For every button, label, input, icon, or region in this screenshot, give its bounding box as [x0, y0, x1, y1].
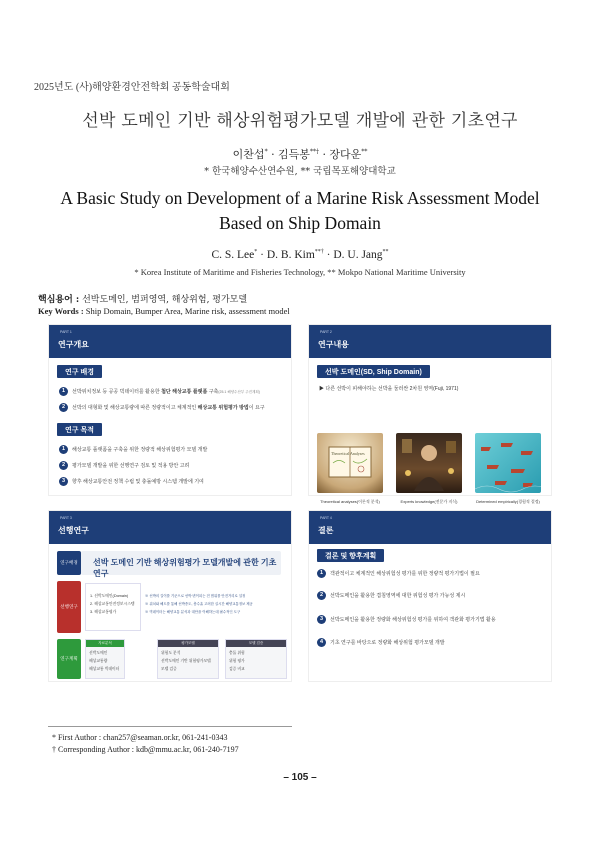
author-1: 이찬섭	[232, 148, 265, 161]
footnote-first-author: * First Author : chan257@seaman.or.kr, 061-241-0343	[52, 733, 228, 742]
slide-header: PART 1 연구개요	[49, 325, 291, 358]
conference-name: 2025년도 (사)해양환경안전학회 공동학술대회	[34, 82, 230, 93]
paper-title-korean: 선박 도메인 기반 해상위험평가모델 개발에 관한 기초연구	[82, 111, 518, 131]
caption-experts: Experts knowledge(전문가 지식)	[400, 499, 458, 504]
prior-note-1: ※ 선박의 길이를 기준으로 선박 변이되는 전 범위를 안전거리로 설정	[145, 594, 246, 598]
side-label-background: 연구배경	[57, 551, 81, 575]
slide-title: 연구내용	[318, 340, 349, 349]
slide-header: PART 3 선행연구	[49, 511, 291, 544]
image-label: Theoretical Analyses	[331, 451, 365, 456]
slide-title: 결론	[318, 526, 334, 535]
conclusion-item-1: 1 객관적이고 체계적인 해상위험성 평가를 위한 정량적 평가기법이 필요	[317, 569, 480, 578]
slide-overview	[48, 324, 292, 496]
slide-title: 선행연구	[58, 526, 89, 535]
conclusion-item-4: 4 기초 연구를 바탕으로 정량화 해상위험 평가모델 개발	[317, 638, 445, 647]
background-item-2: 2 선박의 대형화 및 해상교통량에 따른 정량적이고 체계적인 해상교통 위험평가 방법이 요구	[59, 403, 265, 412]
plan-column-2: 평가모델 위험도 분석 선박도메인 기반 위험평가모델 모델 검증	[157, 639, 219, 679]
prior-research-list: 1. 선박도메인(Domain) 2. 해상교통안전정보시스템 3. 해상교통평가	[85, 583, 141, 631]
caption-empirical: Determined empirically(경험적 결정)	[476, 499, 540, 504]
section-pill-background: 연구 배경	[57, 365, 102, 378]
purpose-item-3: 3 향후 해상교통안전 정책 수립 및 충돌예방 시스템 개발에 기여	[59, 477, 204, 486]
background-item-1: 1 선박위치정보 등 공공 빅데이터를 활용한 첨단 해상교통 플랫폼 구축(25.1 해양수산부 주진계획)	[59, 387, 260, 396]
ship-domain-definition: ▶ 다른 선박이 피해야하는 선박을 둘러싼 2차원 영역(Fuji, 1971)	[319, 386, 459, 392]
purpose-item-2: 2 평가모델 개발을 위한 선행연구 검토 및 적용 방안 고려	[59, 461, 189, 470]
research-banner: 선박 도메인 기반 해상위험평가 모델개발에 관한 기초연구	[81, 551, 281, 575]
side-label-prior: 선행연구	[57, 581, 81, 633]
authors-english: C. S. Lee* · D. B. Kim**† · D. U. Jang**	[211, 249, 389, 261]
caption-theoretical: Theoretical analyses(이론적 분석)	[320, 499, 380, 504]
book-illustration-icon	[317, 433, 383, 493]
affiliation-korean: * 한국해양수산연수원, ** 국립목포해양대학교	[204, 166, 396, 177]
prior-note-2: ※ 위치와 해도를 통해 선박종도, 충수흘 고려한 실시간 해양교통정보 제공	[145, 602, 253, 606]
keywords-korean: 핵심용어 : 선박도메인, 범퍼영역, 해상위험, 평가모델	[38, 295, 248, 305]
keywords-english: Key Words : Ship Domain, Bumper Area, Marine risk, assessment model	[38, 306, 290, 316]
slide-title: 연구개요	[58, 340, 89, 349]
footnote-divider	[48, 726, 292, 727]
plan-column-3: 모델 검증 충돌 위험 위험 평가 검증 비교	[225, 639, 287, 679]
expert-illustration-icon	[396, 433, 462, 493]
slide-conclusion	[308, 510, 552, 682]
slide-header: PART 4 결론	[309, 511, 551, 544]
section-pill-conclusion: 결론 및 향후계획	[317, 549, 384, 562]
author-3: · 장다운	[322, 148, 362, 161]
side-label-plan: 연구계획	[57, 639, 81, 679]
section-pill-ship-domain: 선박 도메인(SD, Ship Domain)	[317, 365, 430, 378]
ships-illustration-icon	[475, 433, 541, 493]
expert-knowledge-image	[396, 433, 462, 493]
purpose-item-1: 1 해상교통 플랫폼을 구축을 위한 정량적 해상위험평가 모델 개발	[59, 445, 207, 454]
conclusion-item-3: 3 선박도메인을 활용한 정량화 해상위험성 평가를 위하여 객관화 평가기법 활용	[317, 615, 496, 624]
section-pill-purpose: 연구 목적	[57, 423, 102, 436]
author-2: · 김득봉	[271, 148, 310, 161]
conclusion-item-2: 2 선박도메인을 활용한 겹침영역에 대한 위험성 평가 가능성 제시	[317, 591, 465, 600]
affiliation-english: * Korea Institute of Maritime and Fisheries Technology, ** Mokpo National Maritime University	[134, 267, 466, 277]
paper-title-english: A Basic Study on Development of a Marine Risk Assessment Model Based on Ship Domain	[60, 188, 540, 233]
slide-contents	[308, 324, 552, 504]
authors-korean: 이찬섭* · 김득봉**† · 장다운**	[232, 148, 368, 161]
theoretical-analysis-image	[317, 433, 383, 493]
page-number: – 105 –	[283, 772, 317, 783]
slide-prior-research	[48, 510, 292, 682]
prior-note-3: ※ 빅데이터는 해양교통 분석과 대안을 이해하는데 필수적인 도구	[145, 610, 241, 614]
slide-header: PART 2 연구내용	[309, 325, 551, 358]
empirical-image	[475, 433, 541, 493]
footnote-corresponding-author: † Corresponding Author : kdb@mmu.ac.kr, 061-240-7197	[52, 745, 239, 754]
plan-column-1: 자료분석 선박도메인 해상교통량 해상교통 빅데이터	[85, 639, 125, 679]
